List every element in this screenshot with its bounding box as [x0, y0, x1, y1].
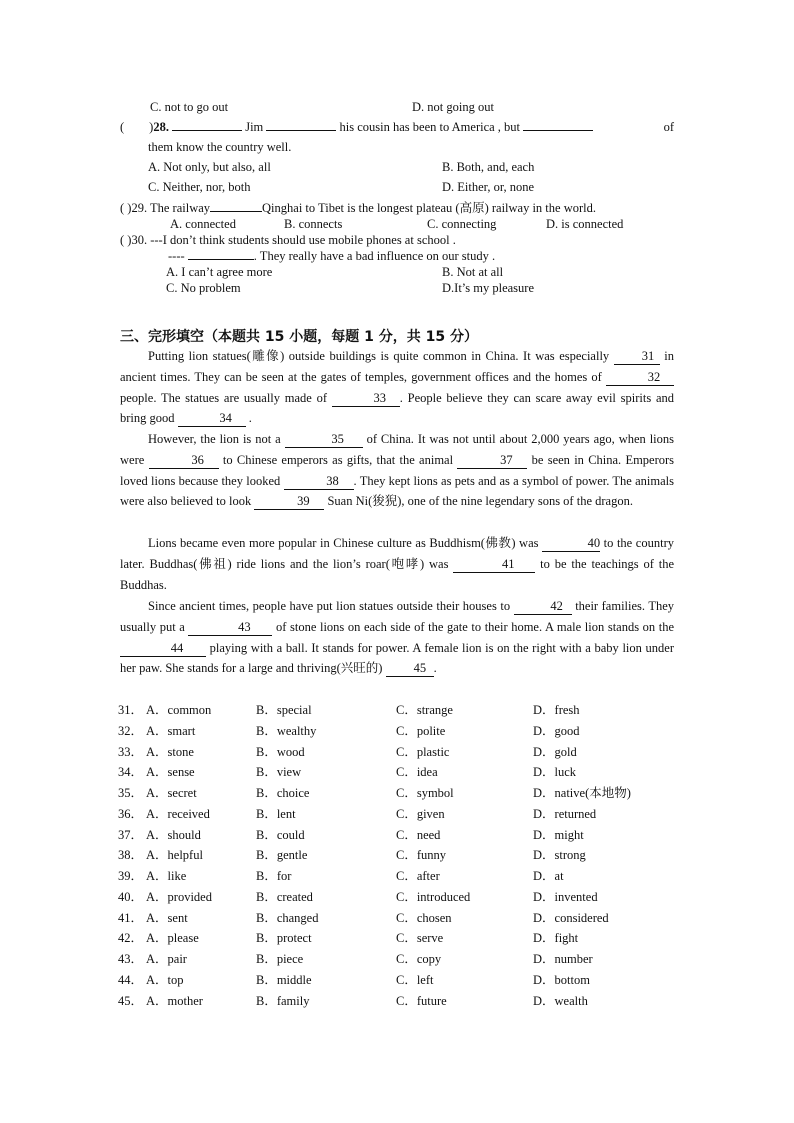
option-c[interactable]: C．left — [396, 972, 434, 987]
passage-text: in ancient times. They can be seen at the gates of temples, government offices and the homes of — [120, 349, 675, 384]
option-d[interactable]: D．gold — [533, 744, 577, 759]
option-d[interactable]: D．considered — [533, 910, 609, 925]
option-b[interactable]: B．piece — [256, 952, 304, 966]
option-c[interactable]: C．future — [396, 993, 447, 1008]
q28-option-c: C. Neither, nor, both — [148, 180, 251, 194]
option-b[interactable]: B．lent — [256, 806, 296, 821]
passage-paragraph-1 — [120, 346, 674, 429]
q30-blank[interactable] — [188, 259, 254, 260]
option-a[interactable]: A．stone — [146, 744, 194, 759]
option-a[interactable]: A．provided — [146, 889, 212, 904]
option-number: 44． — [118, 972, 144, 987]
option-a[interactable]: A．helpful — [146, 848, 203, 863]
option-b[interactable]: B．could — [256, 827, 305, 842]
q29-lead: ( )29. The railway — [120, 201, 211, 215]
option-d[interactable]: D．good — [533, 723, 580, 738]
q29-stem — [120, 200, 596, 216]
q28-text-2: his cousin has been to America , but — [339, 120, 521, 134]
option-number: 31． — [118, 703, 144, 717]
blank-42[interactable]: 42 — [514, 599, 572, 615]
option-a[interactable]: A．received — [146, 806, 210, 821]
option-b[interactable]: B．wealthy — [256, 723, 317, 738]
option-d[interactable]: D．fresh — [533, 703, 580, 717]
option-b[interactable]: B．changed — [256, 910, 319, 925]
q30-reply — [168, 248, 495, 264]
q28-option-b: B. Both, and, each — [442, 160, 535, 174]
option-b[interactable]: B．for — [256, 869, 292, 883]
option-a[interactable]: A．sent — [146, 910, 188, 925]
passage-text: to Chinese emperors as gifts, that the animal — [222, 452, 454, 467]
option-c[interactable]: C．funny — [396, 848, 447, 863]
q30-stem: ( )30. ---I don’t think students should use mobile phones at school . — [120, 233, 456, 247]
passage-text: be seen in China. Emperors loved lions because they looked — [120, 452, 675, 488]
option-number: 32． — [118, 723, 144, 738]
option-d[interactable]: D．strong — [533, 848, 586, 863]
option-c[interactable]: C．symbol — [396, 786, 454, 800]
option-number: 45． — [118, 993, 144, 1008]
blank-37[interactable]: 37 — [457, 453, 527, 469]
q28-stem — [120, 119, 674, 135]
section-title: 三、完形填空（本题共 15 小题，每题 1 分，共 15 分） — [120, 329, 478, 345]
passage-text: to the country later. Buddhas(佛祖) ride lions and the lion’s roar(咆哮) was — [120, 536, 674, 571]
option-d[interactable]: D．number — [533, 952, 593, 966]
blank-40[interactable]: 40 — [542, 536, 600, 552]
passage-text: Putting lion statues(雕像) outside buildings is quite common in China. It was especially — [148, 349, 610, 363]
option-number: 38． — [118, 848, 144, 863]
q30-option-c: C. No problem — [166, 281, 241, 295]
blank-45[interactable]: 45 — [386, 661, 434, 677]
passage-text: Since ancient times, people have put lion statues outside their houses to — [148, 599, 511, 613]
option-d[interactable]: D．wealth — [533, 993, 588, 1008]
q29-option-b: B. connects — [284, 217, 343, 231]
option-c[interactable]: C．after — [396, 869, 440, 883]
option-a[interactable]: A．smart — [146, 723, 196, 738]
q27-option-d: D. not going out — [412, 100, 494, 114]
option-d[interactable]: D．native(本地物) — [533, 786, 631, 800]
option-number: 33． — [118, 744, 144, 759]
option-d[interactable]: D．luck — [533, 765, 577, 780]
q30-rest: . They really have a bad influence on our study . — [253, 249, 496, 263]
option-c[interactable]: C．introduced — [396, 889, 471, 904]
passage-text: . They kept lions as pets and as a symbol of power. The animals were also believed to look — [120, 473, 674, 509]
option-c[interactable]: C．chosen — [396, 910, 452, 925]
passage-text: . — [433, 661, 437, 676]
option-c[interactable]: C．plastic — [396, 744, 450, 759]
q28-text-3: of — [663, 120, 674, 134]
q30-dash: ---- — [168, 249, 185, 263]
option-number: 43． — [118, 952, 144, 966]
blank-36[interactable]: 36 — [149, 453, 219, 469]
blank-34[interactable]: 34 — [178, 411, 246, 427]
passage-text: people. The statues are usually made of — [120, 390, 328, 405]
option-c[interactable]: C．copy — [396, 952, 442, 966]
option-b[interactable]: B．family — [256, 993, 310, 1008]
option-c[interactable]: C．need — [396, 827, 441, 842]
q28-blank-1[interactable] — [172, 130, 242, 131]
option-c[interactable]: C．polite — [396, 723, 446, 738]
blank-44[interactable]: 44 — [120, 641, 206, 657]
option-b[interactable]: B．protect — [256, 931, 312, 946]
passage-text: their families. They usually put a — [120, 599, 675, 634]
passage-paragraph-4 — [120, 596, 674, 679]
passage-paragraph-3 — [120, 533, 674, 595]
passage-text: Lions became even more popular in Chinese culture as Buddhism(佛教) was — [148, 536, 539, 550]
blank-31[interactable]: 31 — [614, 349, 660, 365]
blank-43[interactable]: 43 — [188, 620, 272, 636]
option-d[interactable]: D．invented — [533, 889, 598, 904]
q28-text-1: Jim — [245, 120, 264, 134]
option-number: 42． — [118, 931, 144, 946]
option-number: 40． — [118, 889, 144, 904]
q28-blank-3[interactable] — [523, 130, 593, 131]
blank-35[interactable]: 35 — [285, 432, 363, 448]
option-b[interactable]: B．choice — [256, 786, 310, 800]
passage-paragraph-2 — [120, 429, 674, 512]
option-c[interactable]: C．given — [396, 806, 445, 821]
q29-option-d: D. is connected — [546, 217, 624, 231]
option-c[interactable]: C．idea — [396, 765, 438, 780]
q29-rest: Qinghai to Tibet is the longest plateau (高原) railway in the world. — [262, 201, 596, 215]
passage-text: of China. It was not until about 2,000 years ago, when lions were — [120, 432, 675, 467]
option-d[interactable]: D．at — [533, 869, 564, 883]
option-b[interactable]: B．gentle — [256, 848, 308, 863]
passage-text: of stone lions on each side of the gate to their home. A male lion stands on the — [276, 619, 675, 634]
option-a[interactable]: A．secret — [146, 786, 197, 800]
blank-38[interactable]: 38 — [284, 474, 354, 490]
q28-option-a: A. Not only, but also, all — [148, 160, 271, 174]
passage-text: . — [248, 411, 252, 426]
blank-32[interactable]: 32 — [606, 370, 674, 386]
passage-text: . People believe they can scare away evil spirits and bring good — [120, 390, 674, 426]
option-number: 35． — [118, 786, 144, 800]
option-number: 36． — [118, 806, 144, 821]
q30-option-d: D.It’s my pleasure — [442, 281, 534, 295]
q28-blank-2[interactable] — [266, 130, 336, 131]
option-number: 41． — [118, 910, 144, 925]
option-d[interactable]: D．fight — [533, 931, 579, 946]
option-c[interactable]: C．strange — [396, 703, 453, 717]
option-a[interactable]: A．common — [146, 703, 212, 717]
blank-41[interactable]: 41 — [453, 557, 535, 573]
option-b[interactable]: B．created — [256, 889, 313, 904]
q28-answer-paren[interactable]: ( ) — [120, 120, 154, 134]
option-number: 37． — [118, 827, 144, 842]
option-a[interactable]: A．should — [146, 827, 201, 842]
option-b[interactable]: B．view — [256, 765, 302, 780]
option-a[interactable]: A．mother — [146, 993, 203, 1008]
passage-text: playing with a ball. It stands for power. A female lion is on the right with a baby lion under her paw. She stands for a large and thriving(兴旺的) — [120, 640, 675, 676]
q30-option-a: A. I can’t agree more — [166, 265, 273, 279]
option-a[interactable]: A．top — [146, 972, 184, 987]
option-d[interactable]: D．might — [533, 827, 584, 842]
passage-text: Suan Ni(狻猊), one of the nine legendary sons of the dragon. — [327, 494, 633, 509]
option-b[interactable]: B．special — [256, 703, 312, 717]
option-a[interactable]: A．please — [146, 931, 199, 946]
q29-option-c: C. connecting — [427, 217, 497, 231]
option-c[interactable]: C．serve — [396, 931, 444, 946]
q29-option-a: A. connected — [170, 217, 236, 231]
blank-39[interactable]: 39 — [254, 494, 324, 510]
option-a[interactable]: A．sense — [146, 765, 195, 780]
q28-option-d: D. Either, or, none — [442, 180, 535, 194]
passage-text: However, the lion is not a — [148, 432, 281, 446]
option-b[interactable]: B．wood — [256, 744, 305, 759]
q28-stem-line2: them know the country well. — [148, 140, 292, 154]
passage-text: to be the teachings of the Buddhas. — [120, 556, 675, 592]
option-a[interactable]: A．like — [146, 869, 187, 883]
option-d[interactable]: D．returned — [533, 806, 597, 821]
q30-option-b: B. Not at all — [442, 265, 504, 279]
option-number: 34． — [118, 765, 144, 780]
blank-33[interactable]: 33 — [332, 391, 400, 407]
q28-number: 28. — [153, 120, 169, 134]
option-number: 39． — [118, 869, 144, 883]
option-d[interactable]: D．bottom — [533, 972, 590, 987]
q27-option-c: C. not to go out — [150, 100, 229, 114]
q29-blank[interactable] — [210, 211, 262, 212]
option-a[interactable]: A．pair — [146, 952, 187, 966]
option-b[interactable]: B．middle — [256, 972, 312, 987]
